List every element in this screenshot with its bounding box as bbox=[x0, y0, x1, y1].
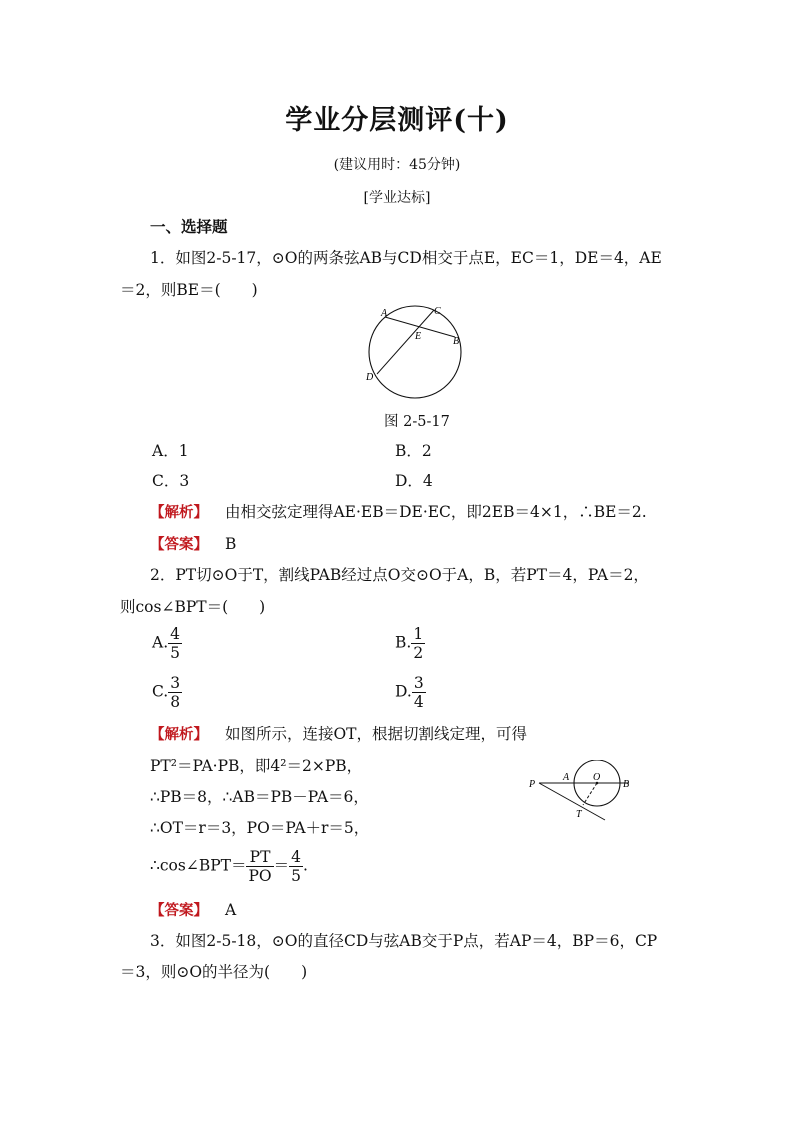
fraction-numerator: PT bbox=[246, 848, 273, 867]
q2-stem-line1: 2．PT切⊙O于T，割线PAB经过点O交⊙O于A，B，若PT＝4，PA＝2， bbox=[150, 566, 649, 584]
q2-answer-value: A bbox=[224, 901, 237, 919]
q2-answer-tag: 【答案】 bbox=[150, 903, 208, 919]
label-o: O bbox=[593, 772, 601, 783]
q2-step1: PT²＝PA·PB，即4²＝2×PB， bbox=[150, 757, 363, 775]
q1-option-d: D．4 bbox=[395, 472, 433, 490]
q1-analysis bbox=[150, 502, 647, 523]
q1-analysis-text: 由相交弦定理得AE·EB＝DE·EC，即2EB＝4×1，∴BE＝2. bbox=[224, 503, 647, 521]
suggested-time: (建议用时：45分钟) bbox=[333, 157, 461, 173]
q2-option-b bbox=[395, 625, 425, 662]
q3-stem-line2: ＝3，则⊙O的半径为( ) bbox=[120, 963, 308, 981]
q2-option-d-label: D. bbox=[395, 682, 412, 701]
q2-answer bbox=[150, 900, 236, 921]
section-label: [学业达标] bbox=[363, 190, 431, 206]
label-a: A bbox=[563, 772, 570, 783]
q2-option-a bbox=[152, 625, 182, 662]
q2-step4-prefix: ∴cos∠BPT＝ bbox=[150, 856, 247, 875]
q2-step3: ∴OT＝r＝3，PO＝PA＋r＝5， bbox=[150, 819, 370, 837]
label-b: B bbox=[453, 336, 460, 347]
q3-stem-line1: 3．如图2-5-18，⊙O的直径CD与弦AB交于P点，若AP＝4，BP＝6，CP bbox=[150, 932, 658, 950]
label-c: C bbox=[434, 306, 441, 317]
part-heading: 一、选择题 bbox=[150, 217, 228, 236]
q2-step4 bbox=[150, 848, 308, 885]
q1-stem-line1: 1．如图2-5-17，⊙O的两条弦AB与CD相交于点E，EC＝1，DE＝4，AE bbox=[150, 249, 662, 267]
fraction-numerator: 4 bbox=[291, 848, 302, 866]
fraction-numerator: 4 bbox=[170, 625, 180, 643]
fraction-numerator: 3 bbox=[413, 674, 424, 692]
q1-option-a: A．1 bbox=[152, 442, 189, 460]
q2-tangent-figure bbox=[525, 760, 640, 825]
q2-analysis-text: 如图所示，连接OT，根据切割线定理，可得 bbox=[224, 725, 527, 743]
label-e: E bbox=[415, 331, 422, 342]
q2-option-b-label: B. bbox=[395, 633, 412, 652]
q2-option-a-label: A. bbox=[152, 633, 169, 652]
circle-o bbox=[369, 306, 461, 398]
label-t: T bbox=[576, 809, 582, 820]
chord-cd bbox=[377, 310, 434, 374]
q2-step4-fraction2 bbox=[289, 848, 303, 885]
q1-answer-tag: 【答案】 bbox=[150, 537, 208, 553]
q1-circle-figure bbox=[350, 300, 480, 400]
radius-ot bbox=[583, 783, 597, 805]
fraction-denominator: 5 bbox=[291, 867, 302, 885]
q2-option-c bbox=[152, 674, 182, 711]
q2-option-a-fraction bbox=[168, 625, 182, 662]
tangent-pt bbox=[539, 783, 605, 820]
q2-option-c-label: C. bbox=[152, 682, 169, 701]
label-d: D bbox=[366, 372, 374, 383]
q2-step4-suffix: . bbox=[303, 856, 308, 875]
page-title: 学业分层测评(十) bbox=[285, 105, 509, 136]
q2-step4-equals: ＝ bbox=[273, 856, 290, 875]
q1-answer bbox=[150, 534, 236, 555]
q1-stem-line2: ＝2，则BE＝( ) bbox=[120, 281, 258, 299]
fraction-denominator: 4 bbox=[413, 693, 424, 711]
q2-stem-line2: 则cos∠BPT＝( ) bbox=[120, 598, 266, 616]
fraction-denominator: 2 bbox=[413, 644, 424, 662]
label-b: B bbox=[623, 779, 630, 790]
fraction-denominator: 5 bbox=[170, 644, 180, 662]
fraction-numerator: 3 bbox=[170, 674, 181, 692]
q1-analysis-tag: 【解析】 bbox=[150, 505, 208, 521]
q1-answer-value: B bbox=[224, 535, 237, 553]
q1-figure-caption: 图 2-5-17 bbox=[384, 414, 450, 430]
label-a: A bbox=[381, 308, 388, 319]
q2-step2: ∴PB＝8，∴AB＝PB－PA＝6， bbox=[150, 788, 369, 806]
q2-option-d bbox=[395, 674, 426, 711]
label-p: P bbox=[529, 779, 536, 790]
fraction-denominator: PO bbox=[248, 867, 272, 885]
fraction-numerator: 1 bbox=[413, 625, 424, 643]
q2-step4-fraction1 bbox=[246, 848, 273, 885]
q2-option-c-fraction bbox=[168, 674, 182, 711]
q2-option-b-fraction bbox=[411, 625, 425, 662]
q2-option-d-fraction bbox=[412, 674, 426, 711]
q1-option-c: C．3 bbox=[152, 472, 190, 490]
fraction-denominator: 8 bbox=[170, 693, 181, 711]
q2-analysis-tag: 【解析】 bbox=[150, 727, 208, 743]
q1-option-b: B．2 bbox=[395, 442, 432, 460]
q2-analysis bbox=[150, 724, 527, 745]
